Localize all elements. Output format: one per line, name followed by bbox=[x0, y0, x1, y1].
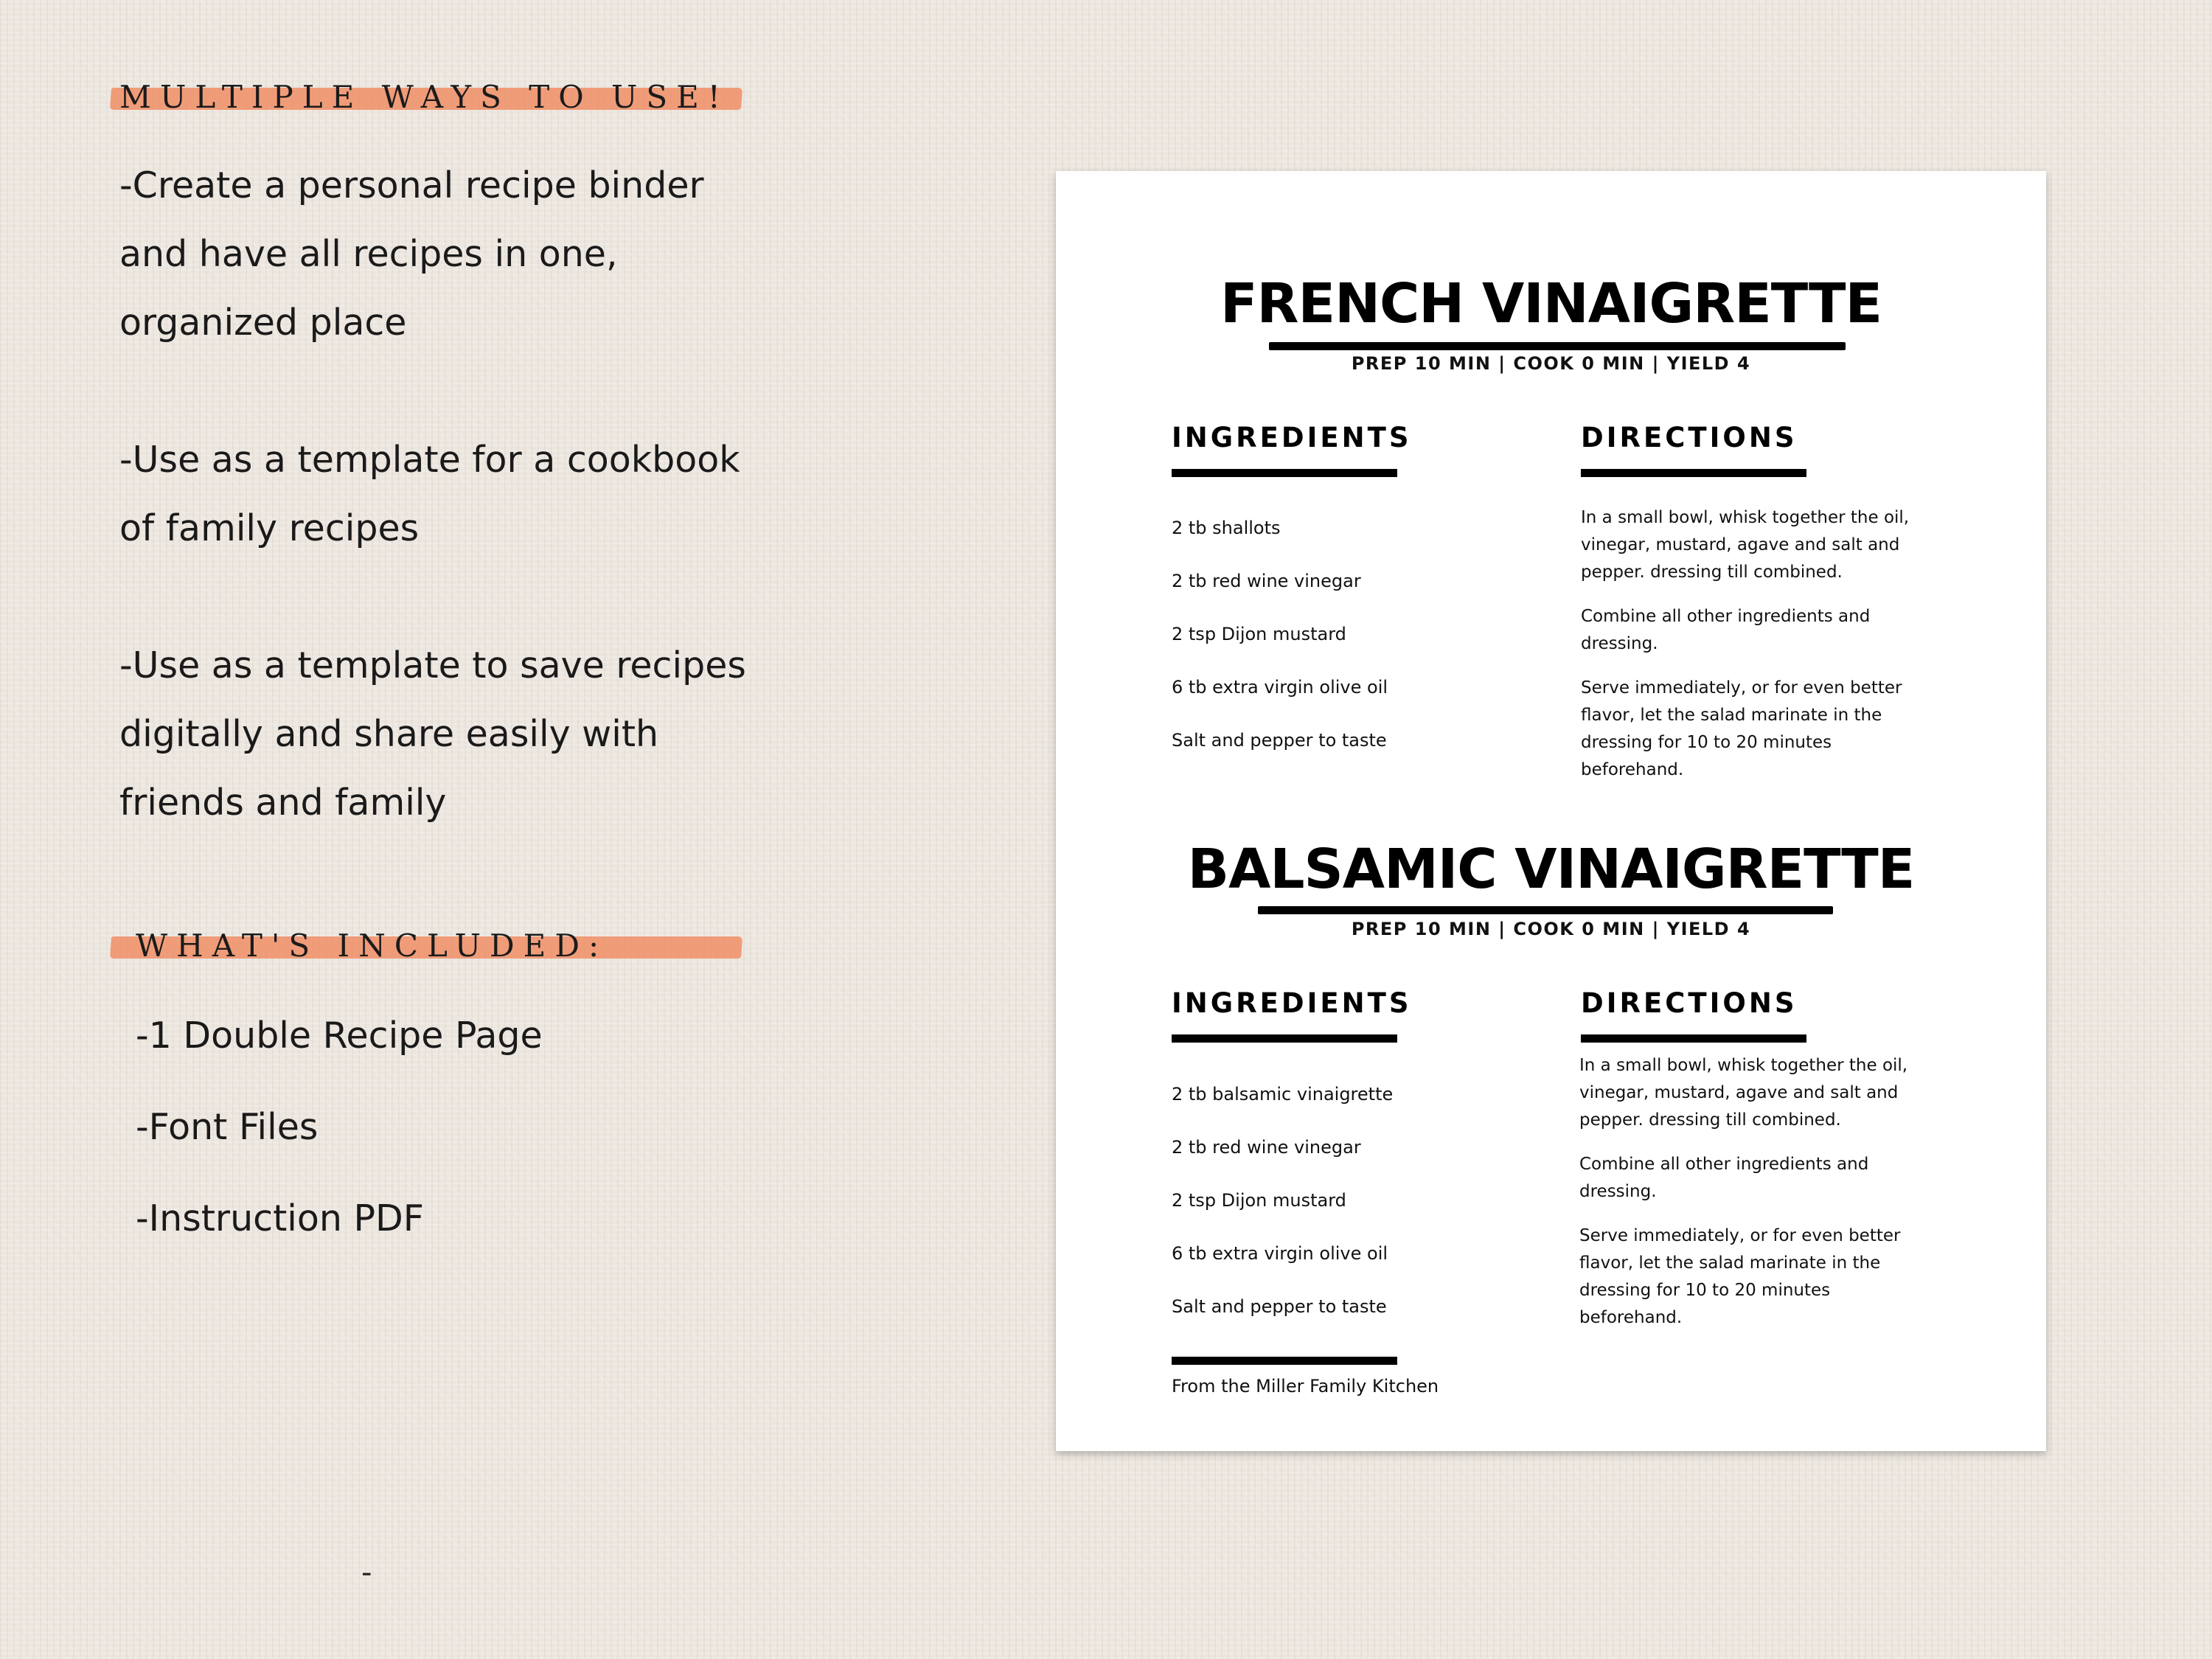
ways-heading-text: MULTIPLE WAYS TO USE! bbox=[119, 79, 729, 115]
ingredient-item: 2 tb shallots bbox=[1172, 518, 1281, 538]
direction-line: Combine all other ingredients and bbox=[1581, 607, 1871, 626]
product-description bbox=[0, 0, 811, 1659]
included-list bbox=[136, 1003, 543, 1277]
title-underline bbox=[1269, 342, 1846, 350]
ingredients-label: INGREDIENTS bbox=[1172, 987, 1412, 1019]
ingredient-item: 2 tsp Dijon mustard bbox=[1172, 1190, 1346, 1211]
recipe-meta: PREP 10 MIN | COOK 0 MIN | YIELD 4 bbox=[1351, 353, 1751, 374]
direction-line: dressing. bbox=[1579, 1182, 1657, 1201]
direction-line: Serve immediately, or for even better bbox=[1581, 678, 1902, 698]
stray-dash-mark: - bbox=[361, 1556, 372, 1590]
direction-line: beforehand. bbox=[1581, 760, 1684, 779]
use-line: -Create a personal recipe binder bbox=[119, 164, 704, 206]
direction-step bbox=[1579, 1151, 1948, 1206]
ingredients-label: INGREDIENTS bbox=[1172, 422, 1412, 453]
included-item: -1 Double Recipe Page bbox=[136, 1015, 543, 1057]
recipe-title: BALSAMIC VINAIGRETTE bbox=[1187, 838, 1915, 901]
kitchen-signature: From the Miller Family Kitchen bbox=[1172, 1376, 1439, 1397]
use-line: digitally and share easily with bbox=[119, 713, 659, 755]
use-item bbox=[119, 425, 783, 563]
direction-line: dressing. bbox=[1581, 634, 1658, 653]
included-item: -Font Files bbox=[136, 1106, 319, 1148]
direction-line: dressing for 10 to 20 minutes bbox=[1581, 733, 1832, 752]
footer-underline bbox=[1172, 1357, 1397, 1365]
ingredients-list bbox=[1172, 1077, 1540, 1342]
direction-step bbox=[1579, 1222, 1948, 1332]
ingredient-item: 2 tb balsamic vinaigrette bbox=[1172, 1084, 1394, 1105]
ingredient-item: 2 tsp Dijon mustard bbox=[1172, 624, 1346, 644]
use-line: organized place bbox=[119, 302, 407, 344]
ingredient-item: 2 tb red wine vinegar bbox=[1172, 1137, 1361, 1158]
recipe-card bbox=[1056, 737, 2046, 1327]
use-line: friends and family bbox=[119, 782, 447, 824]
direction-line: In a small bowl, whisk together the oil, bbox=[1579, 1056, 1908, 1075]
ways-heading bbox=[111, 79, 742, 115]
direction-step bbox=[1579, 1052, 1948, 1134]
title-underline bbox=[1258, 906, 1833, 914]
included-heading-text: WHAT'S INCLUDED: bbox=[136, 928, 608, 964]
ingredient-item: Salt and pepper to taste bbox=[1172, 730, 1387, 751]
direction-line: dressing for 10 to 20 minutes bbox=[1579, 1281, 1831, 1300]
direction-line: flavor, let the salad marinate in the bbox=[1579, 1253, 1881, 1273]
direction-line: Combine all other ingredients and bbox=[1579, 1155, 1869, 1174]
use-line: -Use as a template to save recipes bbox=[119, 644, 746, 686]
use-line: and have all recipes in one, bbox=[119, 233, 618, 275]
ingredients-underline bbox=[1172, 469, 1397, 477]
direction-line: In a small bowl, whisk together the oil, bbox=[1581, 508, 1910, 527]
direction-line: flavor, let the salad marinate in the bbox=[1581, 706, 1882, 725]
direction-step bbox=[1581, 603, 1950, 658]
directions-list bbox=[1579, 1052, 1948, 1349]
ingredient-item: 2 tb red wine vinegar bbox=[1172, 571, 1361, 591]
recipe-title: FRENCH VINAIGRETTE bbox=[1220, 272, 1882, 335]
direction-line: Serve immediately, or for even better bbox=[1579, 1226, 1901, 1245]
uses-list bbox=[119, 151, 783, 905]
use-line: of family recipes bbox=[119, 507, 420, 549]
direction-step bbox=[1581, 504, 1950, 586]
recipe-meta: PREP 10 MIN | COOK 0 MIN | YIELD 4 bbox=[1351, 919, 1751, 939]
ingredient-item: Salt and pepper to taste bbox=[1172, 1296, 1387, 1317]
direction-line: pepper. dressing till combined. bbox=[1579, 1110, 1841, 1130]
use-item bbox=[119, 631, 783, 837]
direction-line: beforehand. bbox=[1579, 1308, 1683, 1327]
ingredient-item: 6 tb extra virgin olive oil bbox=[1172, 1243, 1388, 1264]
ingredients-list bbox=[1172, 510, 1540, 776]
use-line: -Use as a template for a cookbook bbox=[119, 439, 740, 481]
direction-line: vinegar, mustard, agave and salt and bbox=[1581, 535, 1900, 554]
directions-label: DIRECTIONS bbox=[1581, 422, 1798, 453]
included-heading bbox=[111, 928, 742, 964]
directions-underline bbox=[1581, 469, 1806, 477]
ingredient-item: 6 tb extra virgin olive oil bbox=[1172, 677, 1388, 698]
use-item bbox=[119, 151, 783, 357]
directions-underline bbox=[1581, 1034, 1806, 1043]
recipe-page-preview bbox=[1056, 171, 2046, 1451]
direction-line: pepper. dressing till combined. bbox=[1581, 563, 1843, 582]
included-item: -Instruction PDF bbox=[136, 1197, 424, 1239]
recipe-card bbox=[1056, 171, 2046, 779]
direction-line: vinegar, mustard, agave and salt and bbox=[1579, 1083, 1899, 1102]
ingredients-underline bbox=[1172, 1034, 1397, 1043]
directions-label: DIRECTIONS bbox=[1581, 987, 1798, 1019]
